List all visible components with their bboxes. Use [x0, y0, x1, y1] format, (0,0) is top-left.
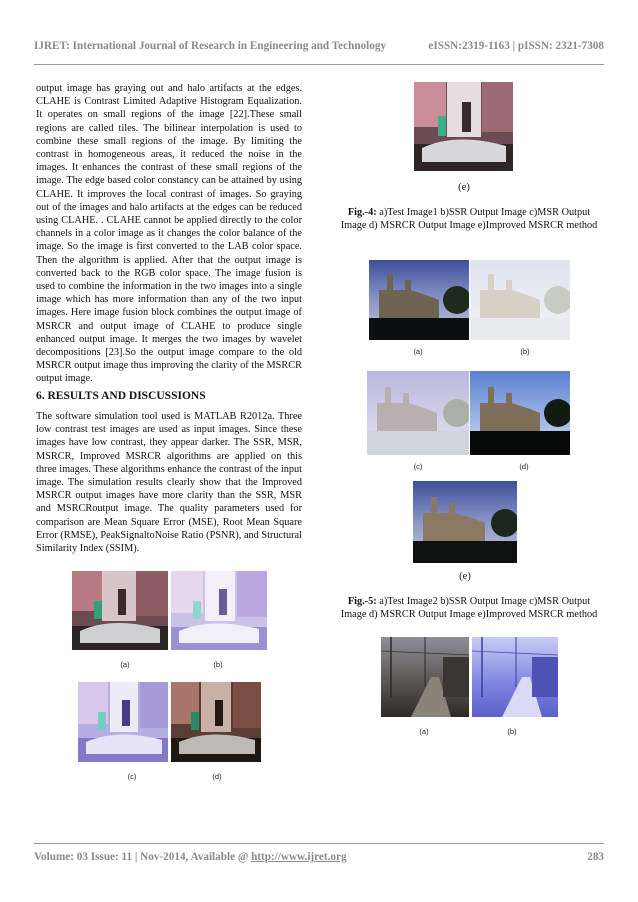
section-heading: 6. RESULTS AND DISCUSSIONS — [36, 390, 206, 402]
footer-volume — [34, 851, 347, 863]
volume-text: Volume: 03 Issue: 11 | Nov-2014, Available @ — [34, 851, 252, 863]
body-paragraph: The software simulation tool used is MATLAB R2012a. Three low contrast test images are used as input images. Since these images have low contrast, they appear darker. The SSR, MSR, MSRCR, Improved MSRCR algorithms are applied on this three images. These algorithms enhance the contrast of the input image. The simulation results clearly show that the Improved MSRCR output images have more clarity than the SSR, MSR and MSRCRoutput image. The quality parameters used for comparison are Mean Square Error (MSE), Root Mean Square Error (RMSE), PeakSignaltoNoise Ratio (PSNR), and Structural Similarity Index (SSIM). — [36, 411, 302, 555]
figure6-label-b: (b) — [507, 727, 517, 736]
caption-text: a)Test Image1 b)SSR Output Image c)MSR Output Image d) MSRCR Output Image e)Improved MSRCR method — [340, 207, 598, 231]
figure4-label-e: (e) — [458, 182, 470, 193]
figure5-label-a: (a) — [413, 347, 423, 356]
figure-image-c — [78, 682, 168, 762]
figure4-image-e — [414, 82, 513, 171]
figure6-image-a — [381, 637, 469, 717]
left-column-paragraph-2 — [36, 410, 302, 555]
figure-label-c: (c) — [127, 772, 137, 781]
figure-label-d: (d) — [212, 772, 222, 781]
body-paragraph: output image has graying out and halo artifacts at the edges. CLAHE is Contrast Limited Adaptive Histogram Equalization. It operates on small regions of the image [22].These small regions are called tiles. The bilinear interpolation is used to combine these small regions of the image. By limiting the contrast in homogeneous areas, it reduced the noise in the images. It enhances the contrast of these small regions of the image. The edge based color constancy can be attained by using CLAHE. It improves the local contrast of images. So graying out of the images and halo artifacts at the edges can be reduced using CLAHE. . CLAHE cannot be applied directly to the color channels in a color image as it changes the color balance of the image. So the image is first converted to the LAB color space. Then the algorithm is applied. After that the output image is converted back to the RGB color space. The image fusion is used to combine the information in the two images into a single image which has more information than any of the two input images. Here image fusion block combines the output image of MSRCR and output image of CLAHE to produce single enhanced output image. It merges the two images by wavelet decompositions [23].So the output image compare to the old MSRCR output image thus improving the clarity of the MSRCR output image. — [36, 83, 302, 385]
figure5-label-b: (b) — [520, 347, 530, 356]
figure5-image-b — [470, 260, 570, 340]
figure5-label-d: (d) — [519, 462, 529, 471]
figure6-label-a: (a) — [419, 727, 429, 736]
figure-label-b: (b) — [213, 660, 223, 669]
figure5-caption — [336, 596, 602, 621]
caption-prefix: Fig.-4: — [347, 207, 377, 218]
figure5-image-d — [470, 371, 570, 455]
running-header — [34, 40, 604, 56]
figure-label-a: (a) — [120, 660, 130, 669]
figure-image-d — [171, 682, 261, 762]
figure4-caption — [336, 207, 602, 232]
figure5-label-e: (e) — [459, 571, 471, 582]
page-number: 283 — [587, 851, 604, 863]
figure5-image-c — [367, 371, 469, 455]
caption-text: a)Test Image2 b)SSR Output Image c)MSR Output Image d) MSRCR Output Image e)Improved MSRCR method — [340, 596, 598, 620]
figure-image-b — [171, 571, 267, 650]
footer-rule — [34, 843, 604, 844]
figure6-image-b — [472, 637, 558, 717]
journal-title: IJRET: International Journal of Research in Engineering and Technology — [34, 40, 387, 52]
figure-image-a — [72, 571, 168, 650]
header-rule — [34, 64, 604, 65]
caption-prefix: Fig.-5: — [347, 596, 377, 607]
issn-text: eISSN:2319-1163 | pISSN: 2321-7308 — [428, 40, 604, 52]
journal-link[interactable]: http://www.ijret.org — [251, 851, 347, 863]
figure5-image-e — [413, 481, 517, 563]
figure5-image-a — [369, 260, 469, 340]
left-column-paragraph-1 — [36, 82, 302, 386]
running-footer — [34, 851, 604, 863]
figure5-label-c: (c) — [413, 462, 423, 471]
